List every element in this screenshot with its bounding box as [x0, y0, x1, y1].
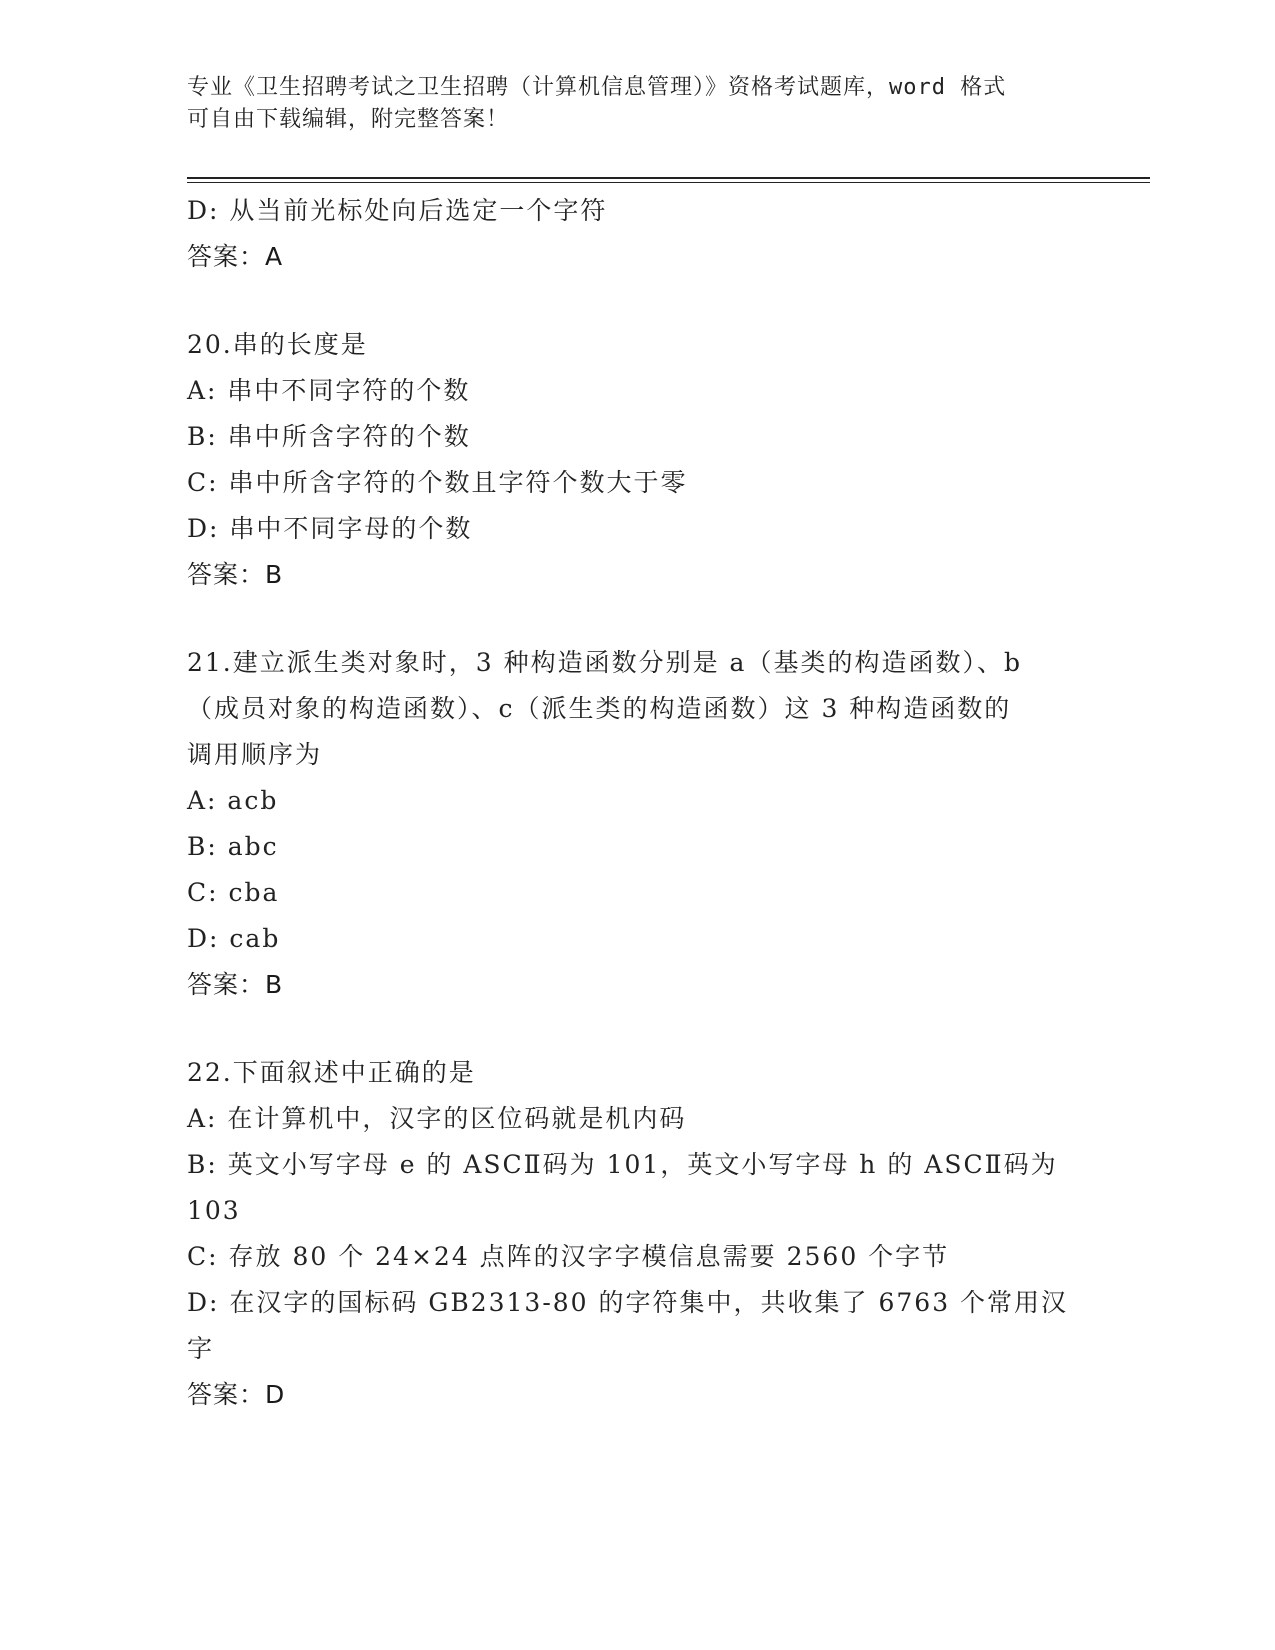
option-a: A: 串中不同字符的个数 — [187, 376, 471, 405]
option-c: C: cba — [187, 878, 280, 907]
option-b-line-1: B: 英文小写字母 e 的 ASCⅡ码为 101，英文小写字母 h 的 ASCⅡ码为 — [187, 1150, 1058, 1179]
question-list — [187, 188, 1077, 1418]
header-divider-thick — [187, 177, 1150, 179]
option-c: C: 串中所含字符的个数且字符个数大于零 — [187, 468, 688, 497]
question-stem-line-3: 调用顺序为 — [187, 740, 323, 769]
document-header — [187, 72, 1067, 136]
option-c: C: 存放 80 个 24×24 点阵的汉字字模信息需要 2560 个字节 — [187, 1242, 950, 1271]
header-line-2: 可自由下载编辑，附完整答案！ — [187, 107, 510, 132]
question-19 — [187, 188, 1077, 280]
option-b: B: abc — [187, 832, 279, 861]
question-stem-line-2: （成员对象的构造函数）、c（派生类的构造函数）这 3 种构造函数的 — [187, 694, 1012, 723]
answer: 答案：B — [187, 970, 284, 999]
option-b: B: 串中所含字符的个数 — [187, 422, 471, 451]
question-20 — [187, 322, 1077, 598]
header-divider-thin — [187, 182, 1150, 183]
answer: 答案：D — [187, 1380, 286, 1409]
answer: 答案：A — [187, 242, 284, 271]
option-b-line-2: 103 — [187, 1196, 241, 1225]
option-a: A: acb — [187, 786, 279, 815]
option-d-line-1: D: 在汉字的国标码 GB2313-80 的字符集中，共收集了 6763 个常用汉 — [187, 1288, 1069, 1317]
question-stem: 20.串的长度是 — [187, 330, 368, 359]
option-d: D: 从当前光标处向后选定一个字符 — [187, 196, 608, 225]
option-a: A: 在计算机中，汉字的区位码就是机内码 — [187, 1104, 687, 1133]
question-21 — [187, 640, 1077, 1008]
question-22 — [187, 1050, 1077, 1418]
question-stem-line-1: 21.建立派生类对象时，3 种构造函数分别是 a（基类的构造函数）、b — [187, 648, 1022, 677]
option-d: D: cab — [187, 924, 281, 953]
header-line-1: 专业《卫生招聘考试之卫生招聘（计算机信息管理）》资格考试题库，word 格式 — [187, 75, 1007, 100]
question-stem: 22.下面叙述中正确的是 — [187, 1058, 476, 1087]
option-d-line-2: 字 — [187, 1334, 215, 1363]
answer: 答案：B — [187, 560, 284, 589]
option-d: D: 串中不同字母的个数 — [187, 514, 473, 543]
